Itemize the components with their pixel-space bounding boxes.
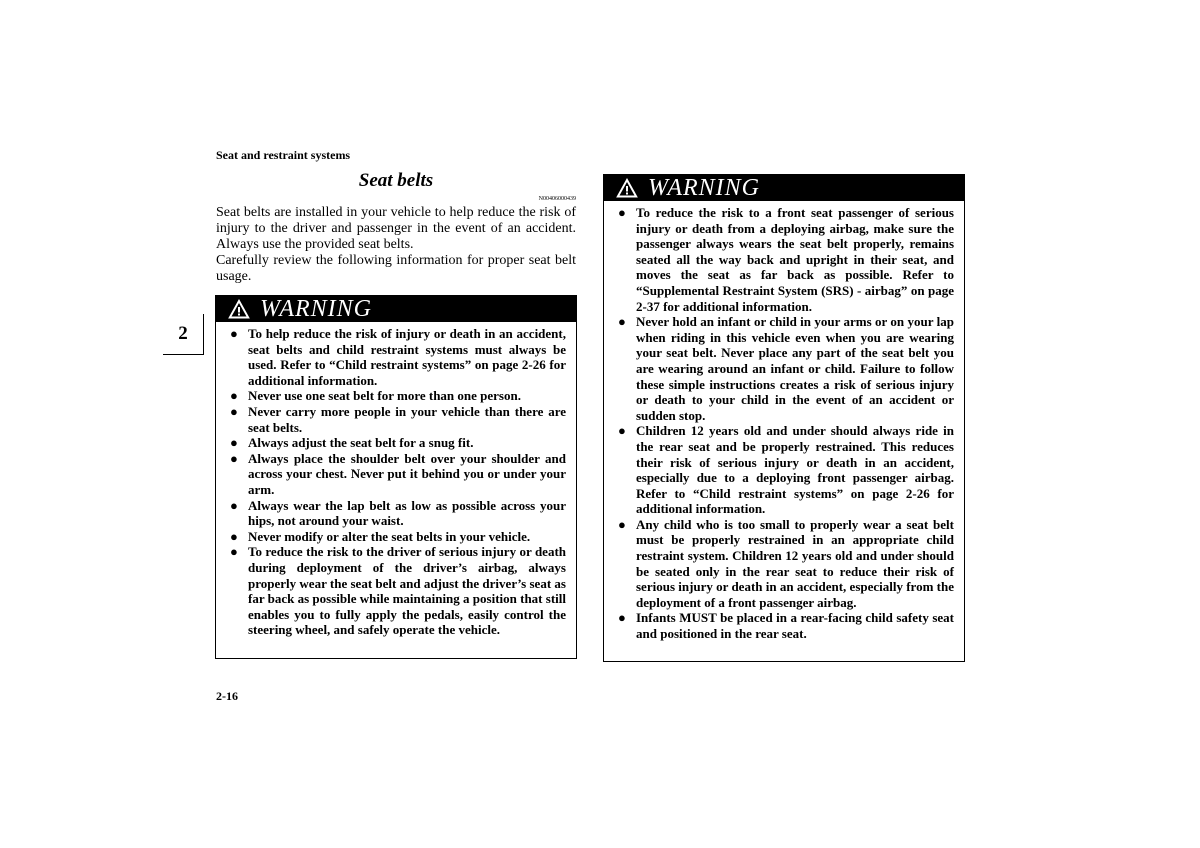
- warning-item: [618, 610, 954, 641]
- warning-item-text: Infants MUST be placed in a rear-facing child safety seat and positioned in the rear seat.: [636, 610, 954, 642]
- page-number: 2-16: [216, 689, 238, 703]
- warning-item-text: Always place the shoulder belt over your shoulder and across your chest. Never put it behind you or under your arm.: [248, 450, 566, 497]
- warning-item: [618, 314, 954, 423]
- warning-item-text: To reduce the risk to the driver of serious injury or death during deployment of the driver’s airbag, always properly wear the seat belt and adjust the driver’s seat as far back as possible while maintaining a position that still enables you to fully apply the pedals, easily control the steering wheel, and safely operate the vehicle.: [248, 544, 566, 638]
- warning-list: [604, 201, 964, 642]
- bullet-icon: ●: [618, 423, 626, 439]
- bullet-icon: ●: [230, 326, 238, 341]
- bullet-icon: ●: [230, 388, 238, 404]
- bullet-icon: ●: [230, 435, 238, 451]
- warning-triangle-icon: [228, 299, 250, 319]
- warning-item: [230, 326, 566, 388]
- intro-paragraph-1: Seat belts are installed in your vehicle to help reduce the risk of injury to the driver and passenger in the event of an accident. Always use the provided seat belts.: [216, 205, 576, 252]
- warning-item: [230, 451, 566, 498]
- warning-item-text: To help reduce the risk of injury or death in an accident, seat belts and child restraint systems must always be used. Refer to “Child restraint systems” on page 2-26 for additional information.: [248, 326, 566, 388]
- warning-item-text: Never carry more people in your vehicle than there are seat belts.: [248, 403, 566, 435]
- bullet-icon: ●: [230, 403, 238, 419]
- warning-item-text: Always wear the lap belt as low as possible across your hips, not around your waist.: [248, 497, 566, 529]
- warning-triangle-icon: [616, 178, 638, 198]
- warning-item: [618, 517, 954, 611]
- bullet-icon: ●: [618, 516, 626, 532]
- warning-item-text: Never modify or alter the seat belts in your vehicle.: [248, 528, 531, 544]
- chapter-tab: 2: [163, 314, 204, 355]
- page-title: Seat belts: [358, 170, 434, 191]
- bullet-icon: ●: [618, 205, 626, 220]
- warning-item-text: Any child who is too small to properly wear a seat belt must be properly restrained in an appropriate child restraint system. Children 12 years old and under should be seated only in the rear seat to reduce their risk of serious injury or death in an accident, especially from the deployment of a front passenger airbag.: [636, 516, 955, 610]
- warning-title: WARNING: [648, 174, 760, 201]
- warning-item: [230, 435, 566, 451]
- warning-title-bar: [604, 175, 964, 201]
- warning-item-text: To reduce the risk to a front seat passenger of serious injury or death from a deploying airbag, make sure the passenger always wears the seat belt properly, remains seated all the way back and upright in their seat, and moves the seat as far back as possible. Refer to “Supplemental Restraint System (SRS) - airbag” on page 2-37 for additional information.: [636, 205, 954, 314]
- intro-text: [216, 205, 576, 285]
- bullet-icon: ●: [618, 314, 626, 330]
- warning-item-text: Never hold an infant or child in your arms or on your lap when riding in this vehicle even when you are wearing your seat belt. Never place any part of the seat belt you are wearing around an infant or child. Failure to follow these simple instructions creates a risk of serious injury or death to your child in the event of an accident or sudden stop.: [636, 314, 954, 423]
- bullet-icon: ●: [230, 497, 238, 513]
- warning-box-left: [215, 295, 577, 659]
- warning-item-text: Never use one seat belt for more than one person.: [248, 388, 521, 404]
- warning-list: [216, 322, 576, 638]
- warning-item: [230, 404, 566, 435]
- warning-item: [618, 205, 954, 314]
- intro-paragraph-2: Carefully review the following information for proper seat belt usage.: [216, 253, 576, 284]
- warning-item-text: Always adjust the seat belt for a snug fit.: [248, 435, 474, 451]
- warning-item: [230, 388, 566, 404]
- warning-item: [618, 423, 954, 517]
- section-header: Seat and restraint systems: [216, 148, 351, 162]
- warning-item-text: Children 12 years old and under should always ride in the rear seat and be properly restrained. This reduces their risk of serious injury or death in an accident, especially due to a deploying front passenger airbag. Refer to “Child restraint systems” on page 2-26 for additional information.: [636, 423, 954, 517]
- bullet-icon: ●: [230, 544, 238, 560]
- bullet-icon: ●: [618, 610, 626, 626]
- warning-title-bar: [216, 296, 576, 322]
- warning-item: [230, 498, 566, 529]
- warning-item: [230, 544, 566, 638]
- warning-box-right: [603, 174, 965, 662]
- bullet-icon: ●: [230, 450, 238, 466]
- bullet-icon: ●: [230, 528, 238, 544]
- warning-title: WARNING: [260, 295, 372, 322]
- document-code: N00406000439: [538, 196, 576, 202]
- warning-item: [230, 529, 566, 545]
